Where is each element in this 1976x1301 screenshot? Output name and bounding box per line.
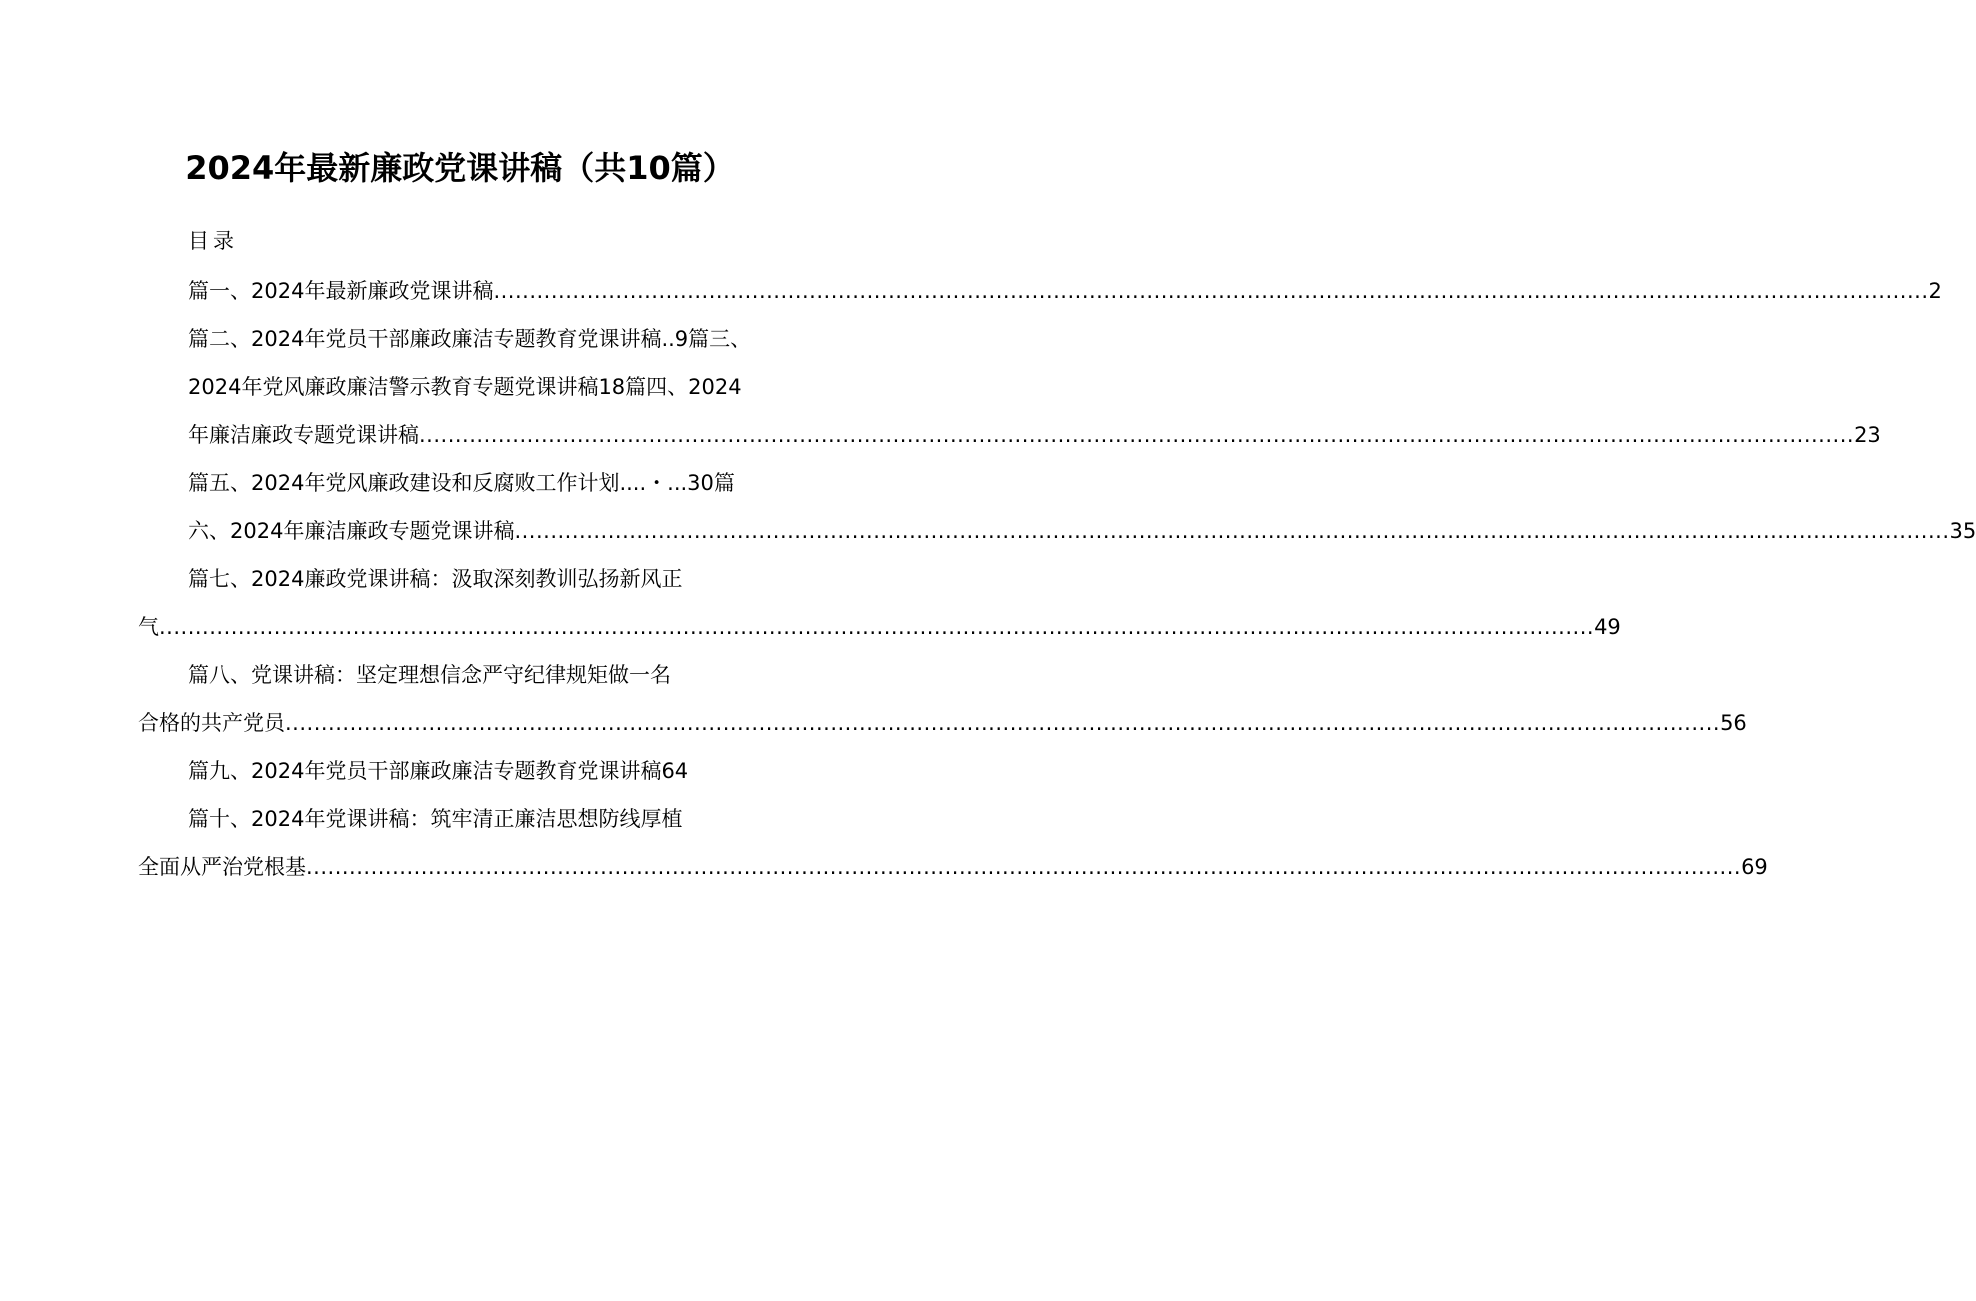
- toc-entry: [188, 660, 671, 690]
- toc-entry-text: 六、2024年廉洁廉政专题党课讲稿: [188, 519, 515, 543]
- toc-page-number: 2: [1928, 279, 1942, 303]
- toc-leader-dots: ........................................................................................................................................................................................................: [285, 711, 1721, 735]
- toc-page-number: 23: [1854, 423, 1881, 447]
- toc-entry: [188, 372, 742, 402]
- toc-leader-dots: ........................................................................................................................................................................................................: [514, 519, 1950, 543]
- toc-page-number: 49: [1594, 615, 1621, 639]
- toc-entry: [138, 852, 1768, 882]
- toc-leader-dots: ........................................................................................................................................................................................................: [159, 615, 1595, 639]
- toc-entry: [138, 708, 1747, 738]
- toc-entry-text: 篇十、2024年党课讲稿：筑牢清正廉洁思想防线厚植: [188, 807, 683, 831]
- toc-leader-dots: ........................................................................................................................................................................................................: [306, 855, 1742, 879]
- toc-page-number: 35: [1949, 519, 1976, 543]
- toc-entry: [188, 324, 751, 354]
- toc-entry: [188, 420, 1881, 450]
- toc-leader-dots: ........................................................................................................................................................................................................: [419, 423, 1855, 447]
- toc-leader-dots: ........................................................................................................................................................................................................: [493, 279, 1929, 303]
- toc-entry-text: 篇五、2024年党风廉政建设和反腐败工作计划....・...30篇: [188, 471, 735, 495]
- toc-entry: [188, 468, 735, 498]
- toc-entry-text: 气: [138, 615, 159, 639]
- toc-heading: 目录: [188, 229, 238, 253]
- document-title: 2024年最新廉政党课讲稿（共10篇）: [185, 149, 735, 187]
- toc-entry-text: 篇七、2024廉政党课讲稿：汲取深刻教训弘扬新风正: [188, 567, 683, 591]
- toc-entry: [188, 516, 1976, 546]
- toc-entry-text: 年廉洁廉政专题党课讲稿: [188, 423, 419, 447]
- toc-entry-text: 2024年党风廉政廉洁警示教育专题党课讲稿18篇四、2024: [188, 375, 742, 399]
- toc-entry-text: 篇九、2024年党员干部廉政廉洁专题教育党课讲稿64: [188, 759, 689, 783]
- toc-entry-text: 篇八、党课讲稿：坚定理想信念严守纪律规矩做一名: [188, 663, 671, 687]
- toc-entry: [188, 564, 682, 594]
- toc-entry-text: 合格的共产党员: [138, 711, 285, 735]
- toc-entry: [188, 756, 688, 786]
- toc-page-number: 69: [1741, 855, 1768, 879]
- toc-entry: [188, 804, 682, 834]
- toc-page-number: 56: [1720, 711, 1747, 735]
- toc-entry-text: 全面从严治党根基: [138, 855, 306, 879]
- toc-entry: [138, 612, 1621, 642]
- toc-entry: [188, 276, 1942, 306]
- toc-entry-text: 篇一、2024年最新廉政党课讲稿: [188, 279, 494, 303]
- toc-entry-text: 篇二、2024年党员干部廉政廉洁专题教育党课讲稿..9篇三、: [188, 327, 752, 351]
